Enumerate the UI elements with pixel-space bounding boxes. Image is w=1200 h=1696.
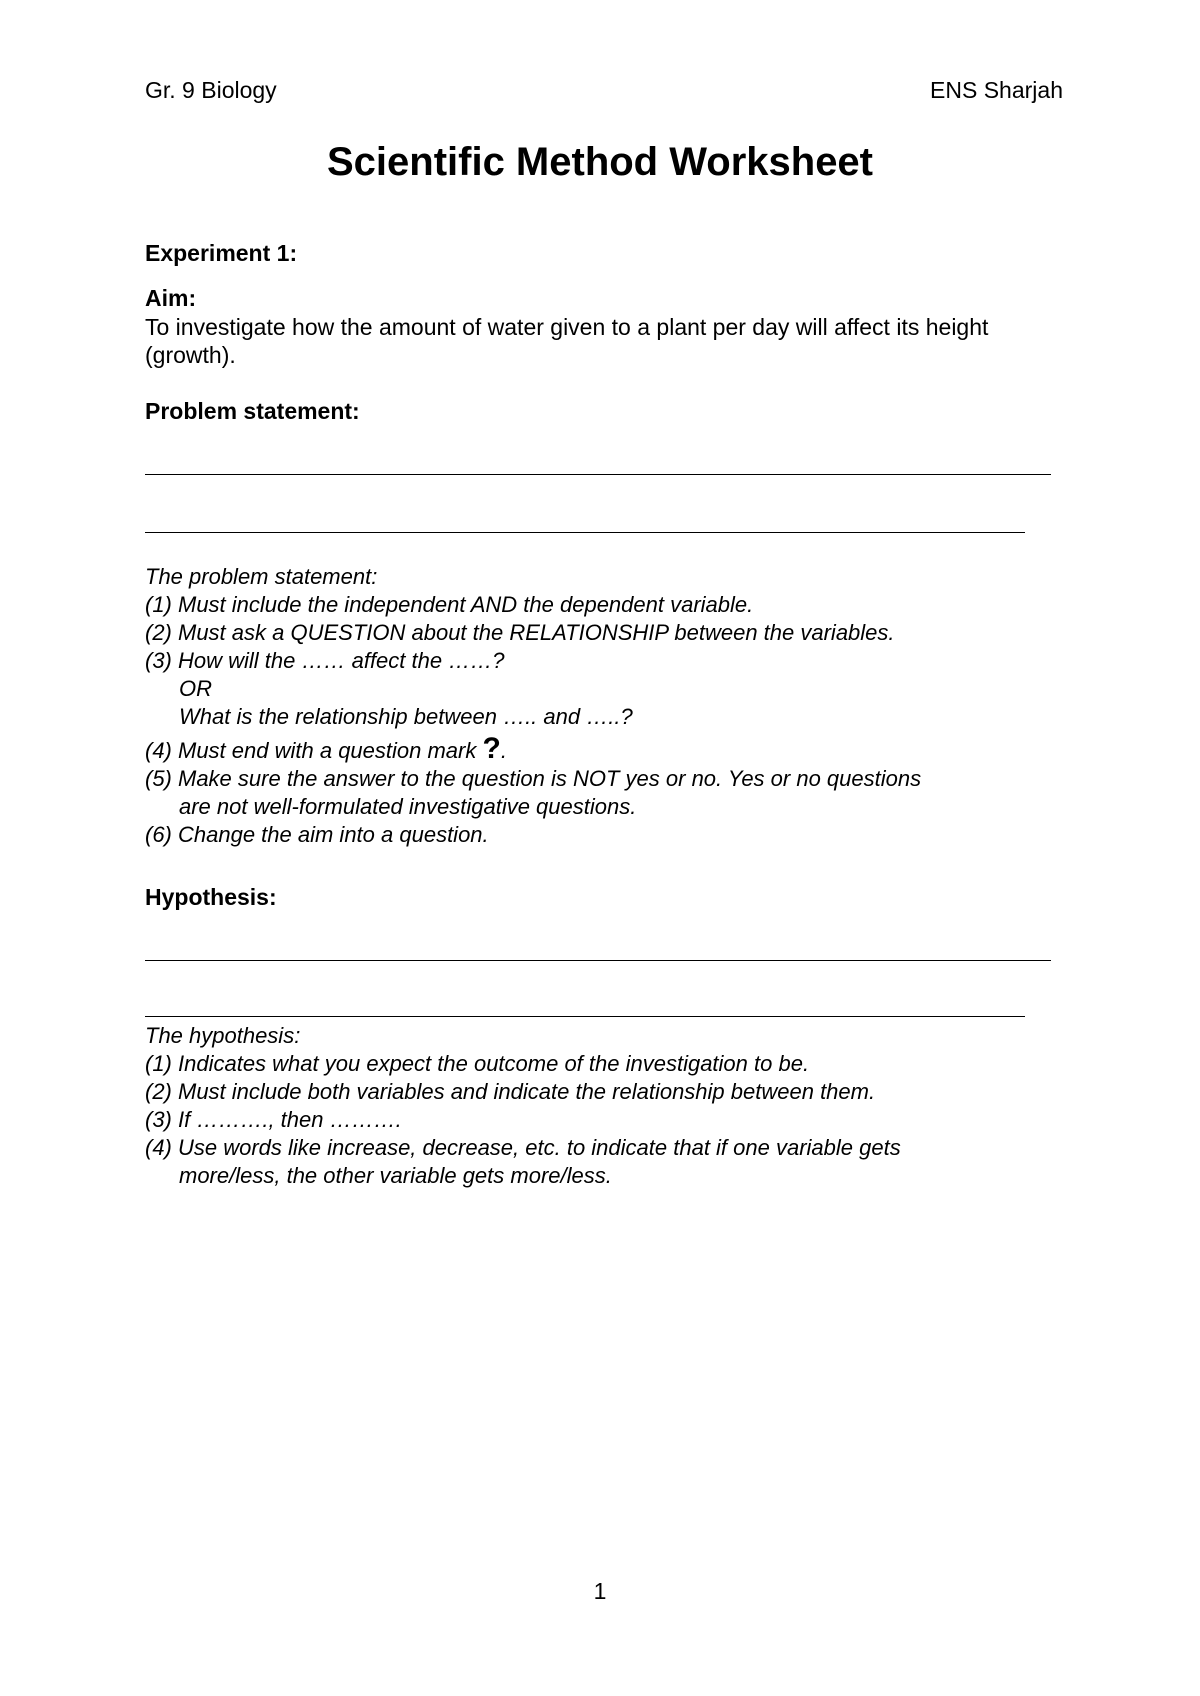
guideline-item-continued: more/less, the other variable gets more/less. [179, 1163, 612, 1188]
page-number: 1 [593, 1578, 607, 1604]
guideline-item-period: . [500, 738, 507, 763]
guideline-item: (6) Change the aim into a question. [145, 822, 489, 847]
problem-statement-guidelines [145, 563, 921, 849]
problem-statement-label: Problem statement: [145, 398, 360, 424]
guideline-item: (3) If ………., then ………. [145, 1107, 402, 1132]
page-title: Scientific Method Worksheet [326, 140, 873, 184]
hypothesis-guidelines [145, 1022, 901, 1190]
guideline-heading: The hypothesis: [145, 1023, 301, 1048]
aim-label: Aim: [145, 285, 197, 311]
guideline-item: (1) Must include the independent AND the dependent variable. [145, 592, 754, 617]
guideline-item-alt: What is the relationship between ….. and …..? [179, 704, 633, 729]
hypothesis-label: Hypothesis: [145, 884, 277, 910]
guideline-heading: The problem statement: [145, 564, 378, 589]
hypothesis-answer-line-2[interactable] [145, 1016, 1025, 1017]
guideline-item-question-mark [145, 731, 921, 765]
guideline-item-or: OR [179, 676, 212, 701]
guideline-item: (1) Indicates what you expect the outcome of the investigation to be. [145, 1051, 810, 1076]
aim-text-line-2: (growth). [145, 342, 236, 368]
guideline-item: (2) Must include both variables and indicate the relationship between them. [145, 1079, 876, 1104]
aim-text-line-1: To investigate how the amount of water given to a plant per day will affect its height [145, 314, 989, 340]
guideline-item: (3) How will the …… affect the ……? [145, 648, 505, 673]
header-course: Gr. 9 Biology [145, 77, 277, 103]
guideline-item-text: (4) Must end with a question mark [145, 738, 483, 763]
guideline-item: (2) Must ask a QUESTION about the RELATIONSHIP between the variables. [145, 620, 895, 645]
question-mark-symbol: ? [482, 732, 501, 765]
guideline-item: (4) Use words like increase, decrease, etc. to indicate that if one variable gets [145, 1135, 901, 1160]
header-school: ENS Sharjah [930, 77, 1063, 103]
guideline-item: (5) Make sure the answer to the question is NOT yes or no. Yes or no questions [145, 766, 922, 791]
hypothesis-answer-line-1[interactable] [145, 960, 1051, 961]
problem-answer-line-1[interactable] [145, 474, 1051, 475]
problem-answer-line-2[interactable] [145, 532, 1025, 533]
experiment-label: Experiment 1: [145, 240, 298, 266]
guideline-item-continued: are not well-formulated investigative questions. [179, 794, 637, 819]
